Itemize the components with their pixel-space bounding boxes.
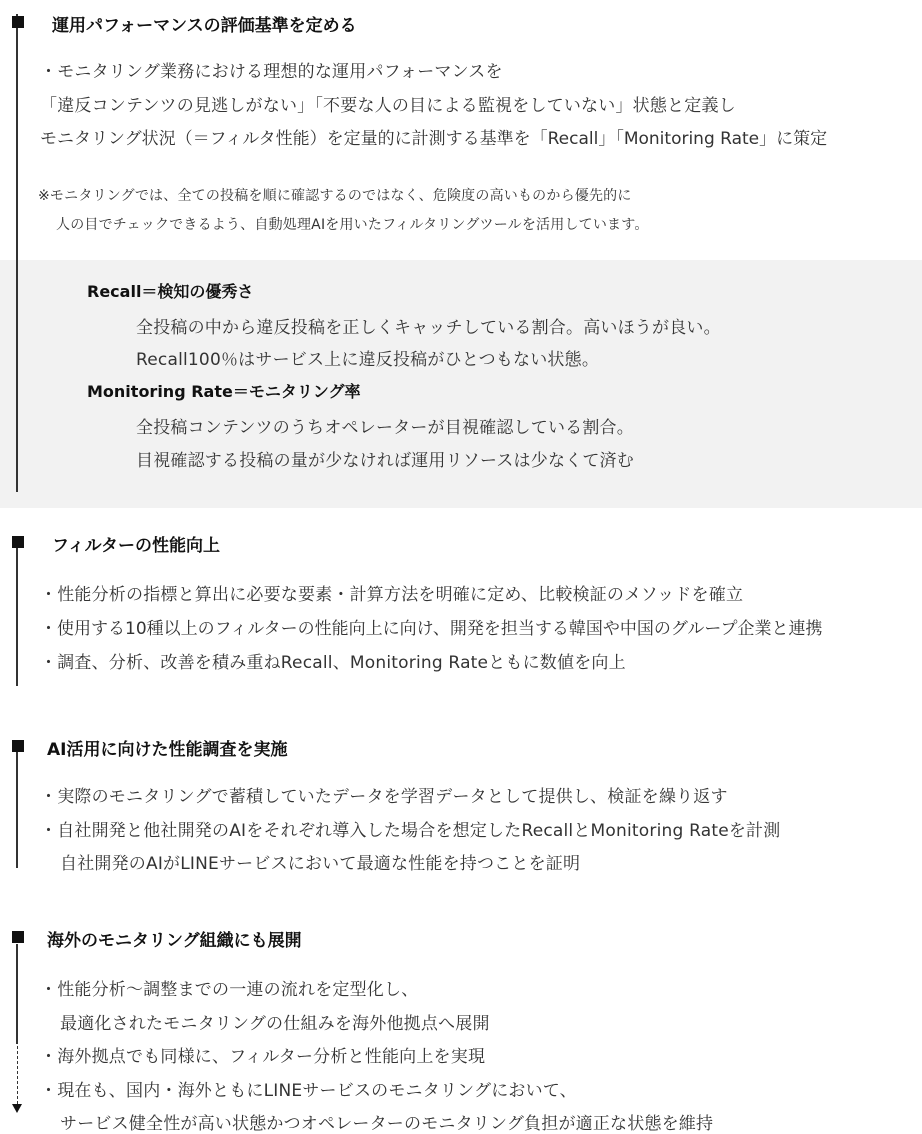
section-heading: 海外のモニタリング組織にも展開: [47, 931, 302, 951]
square-bullet-icon: [12, 16, 24, 28]
body-line: ・海外拠点でも同様に、フィルター分析と性能向上を実現: [40, 1047, 486, 1067]
timeline-line-1: [16, 14, 18, 492]
section-heading: AI活用に向けた性能調査を実施: [47, 740, 288, 760]
square-bullet-icon: [12, 740, 24, 752]
term-description: 全投稿コンテンツのうちオペレーターが目視確認している割合。: [136, 418, 634, 438]
square-bullet-icon: [12, 931, 24, 943]
body-line: ・性能分析～調整までの一連の流れを定型化し、: [40, 980, 419, 1000]
timeline-line-3: [16, 752, 18, 868]
section-heading: フィルターの性能向上: [52, 536, 220, 556]
note-line: 人の目でチェックできるよう、自動処理AIを用いたフィルタリングツールを活用しています。: [56, 217, 649, 233]
timeline-line-4: [16, 944, 18, 1044]
term-title: Monitoring Rate＝モニタリング率: [87, 382, 361, 401]
body-line: 「違反コンテンツの見逃しがない」「不要な人の目による監視をしていない」状態と定義し: [40, 96, 736, 116]
arrow-down-icon: [12, 1104, 22, 1113]
body-line: モニタリング状況（＝フィルタ性能）を定量的に計測する基準を「Recall」「Monitoring Rate」に策定: [40, 129, 828, 149]
body-line: サービス健全性が高い状態かつオペレーターのモニタリング負担が適正な状態を維持: [60, 1114, 714, 1134]
body-line: ・使用する10種以上のフィルターの性能向上に向け、開発を担当する韓国や中国のグループ企業と連携: [40, 619, 823, 639]
term-description: 目視確認する投稿の量が少なければ運用リソースは少なくて済む: [136, 451, 634, 471]
body-line: ・現在も、国内・海外ともにLINEサービスのモニタリングにおいて、: [40, 1081, 577, 1101]
square-bullet-icon: [12, 536, 24, 548]
body-line: 自社開発のAIがLINEサービスにおいて最適な性能を持つことを証明: [60, 854, 581, 874]
body-line: ・モニタリング業務における理想的な運用パフォーマンスを: [40, 62, 503, 82]
body-line: 最適化されたモニタリングの仕組みを海外他拠点へ展開: [60, 1014, 490, 1034]
note-line: ※モニタリングでは、全ての投稿を順に確認するのではなく、危険度の高いものから優先的に: [38, 188, 632, 204]
body-line: ・調査、分析、改善を積み重ねRecall、Monitoring Rateともに数値を向上: [40, 653, 626, 673]
body-line: ・自社開発と他社開発のAIをそれぞれ導入した場合を想定したRecallとMonitoring Rateを計測: [40, 821, 781, 841]
section-heading: 運用パフォーマンスの評価基準を定める: [52, 16, 357, 36]
timeline-dashed-line: [17, 1046, 18, 1104]
body-line: ・性能分析の指標と算出に必要な要素・計算方法を明確に定め、比較検証のメソッドを確立: [40, 585, 744, 605]
timeline-line-2: [16, 548, 18, 686]
body-line: ・実際のモニタリングで蓄積していたデータを学習データとして提供し、検証を繰り返す: [40, 787, 728, 807]
term-title: Recall＝検知の優秀さ: [87, 282, 254, 301]
term-description: 全投稿の中から違反投稿を正しくキャッチしている割合。高いほうが良い。: [136, 318, 721, 338]
term-description: Recall100％はサービス上に違反投稿がひとつもない状態。: [136, 350, 600, 370]
